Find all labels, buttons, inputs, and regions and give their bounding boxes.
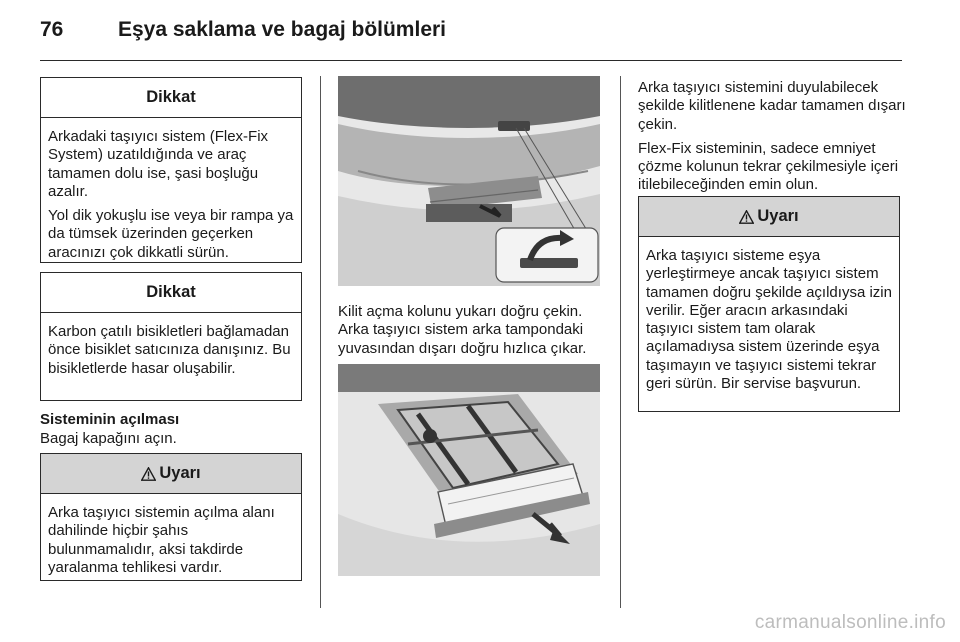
caution-box-1-body [41,118,301,270]
section-text: Bagaj kapağını açın. [40,430,177,447]
caution-box-1-paragraph: Arkadaki taşıyıcı sistem (Flex-Fix System) uzatıldığında ve araç tamamen dolu ise, şasi boşluğu azalır. [48,128,269,200]
warning-box-1-body [41,494,301,585]
caution-box-2 [40,272,302,401]
warning-box-1-paragraph: Arka taşıyıcı sistemin açılma alanı dahilinde hiçbir şahıs bulunmamalıdır, aksi takdirde yaralanma tehlikesi vardır. [48,504,275,576]
column-divider-left [320,76,321,608]
warning-triangle-icon [141,467,156,481]
warning-box-1-title: Uyarı [159,464,201,482]
page-number: 76 [40,18,64,41]
header-rule [40,60,902,61]
warning-box-1-head [41,454,301,494]
flex-fix-extended-illustration [338,364,600,576]
page-title: Eşya saklama ve bagaj bölümleri [118,18,447,41]
column-3-text [638,79,908,195]
watermark: carmanualsonline.info [754,612,946,633]
warning-box-2-paragraph: Arka taşıyıcı sisteme eşya yerleştirmeye ancak taşıyıcı sistem tamamen doğru şekilde açıldıysa izin verilir. Eğer aracın arkasındaki taşıyıcı sistem tam olarak açılamadıysa sistem üzerinde eşya taşımayın ve taşıyıcı sistemi tekrar geri sürün. Bir servise başvurun. [646,247,892,393]
section-heading: Sisteminin açılması [40,411,180,428]
illustration-caption: Kilit açma kolunu yukarı doğru çekin. Arka taşıyıcı sistem arka tampondaki yuvasından dışarı doğru hızlıca çıkar. [338,303,587,357]
column-3-paragraph: Arka taşıyıcı sistemini duyulabilecek şekilde kilitlenene kadar tamamen dışarı çekin. [638,79,906,133]
caution-box-2-title: Dikkat [41,273,301,313]
caution-box-2-paragraph: Karbon çatılı bisikletleri bağlamadan önce bisiklet satıcınıza danışınız. Bu bisikletlerde hasar oluşabilir. [48,323,291,377]
column-3-paragraph: Flex-Fix sisteminin, sadece emniyet çözme kolunun tekrar çekilmesiyle içeri itilebileceğinden emin olun. [638,139,899,194]
warning-box-2-title: Uyarı [757,207,799,225]
warning-triangle-icon [739,210,754,224]
warning-box-1 [40,453,302,581]
caution-box-2-body [41,313,301,386]
warning-box-2-body [639,237,899,401]
caution-box-1-title: Dikkat [41,78,301,118]
warning-box-2-head [639,197,899,237]
warning-box-2 [638,196,900,412]
tailgate-lever-illustration [338,76,600,286]
caution-box-1-paragraph: Yol dik yokuşlu ise veya bir rampa ya da tümsek üzerinden geçerken aracınızı çok dikkatli sürün. [48,207,294,261]
caution-box-1 [40,77,302,263]
column-divider-right [620,76,621,608]
